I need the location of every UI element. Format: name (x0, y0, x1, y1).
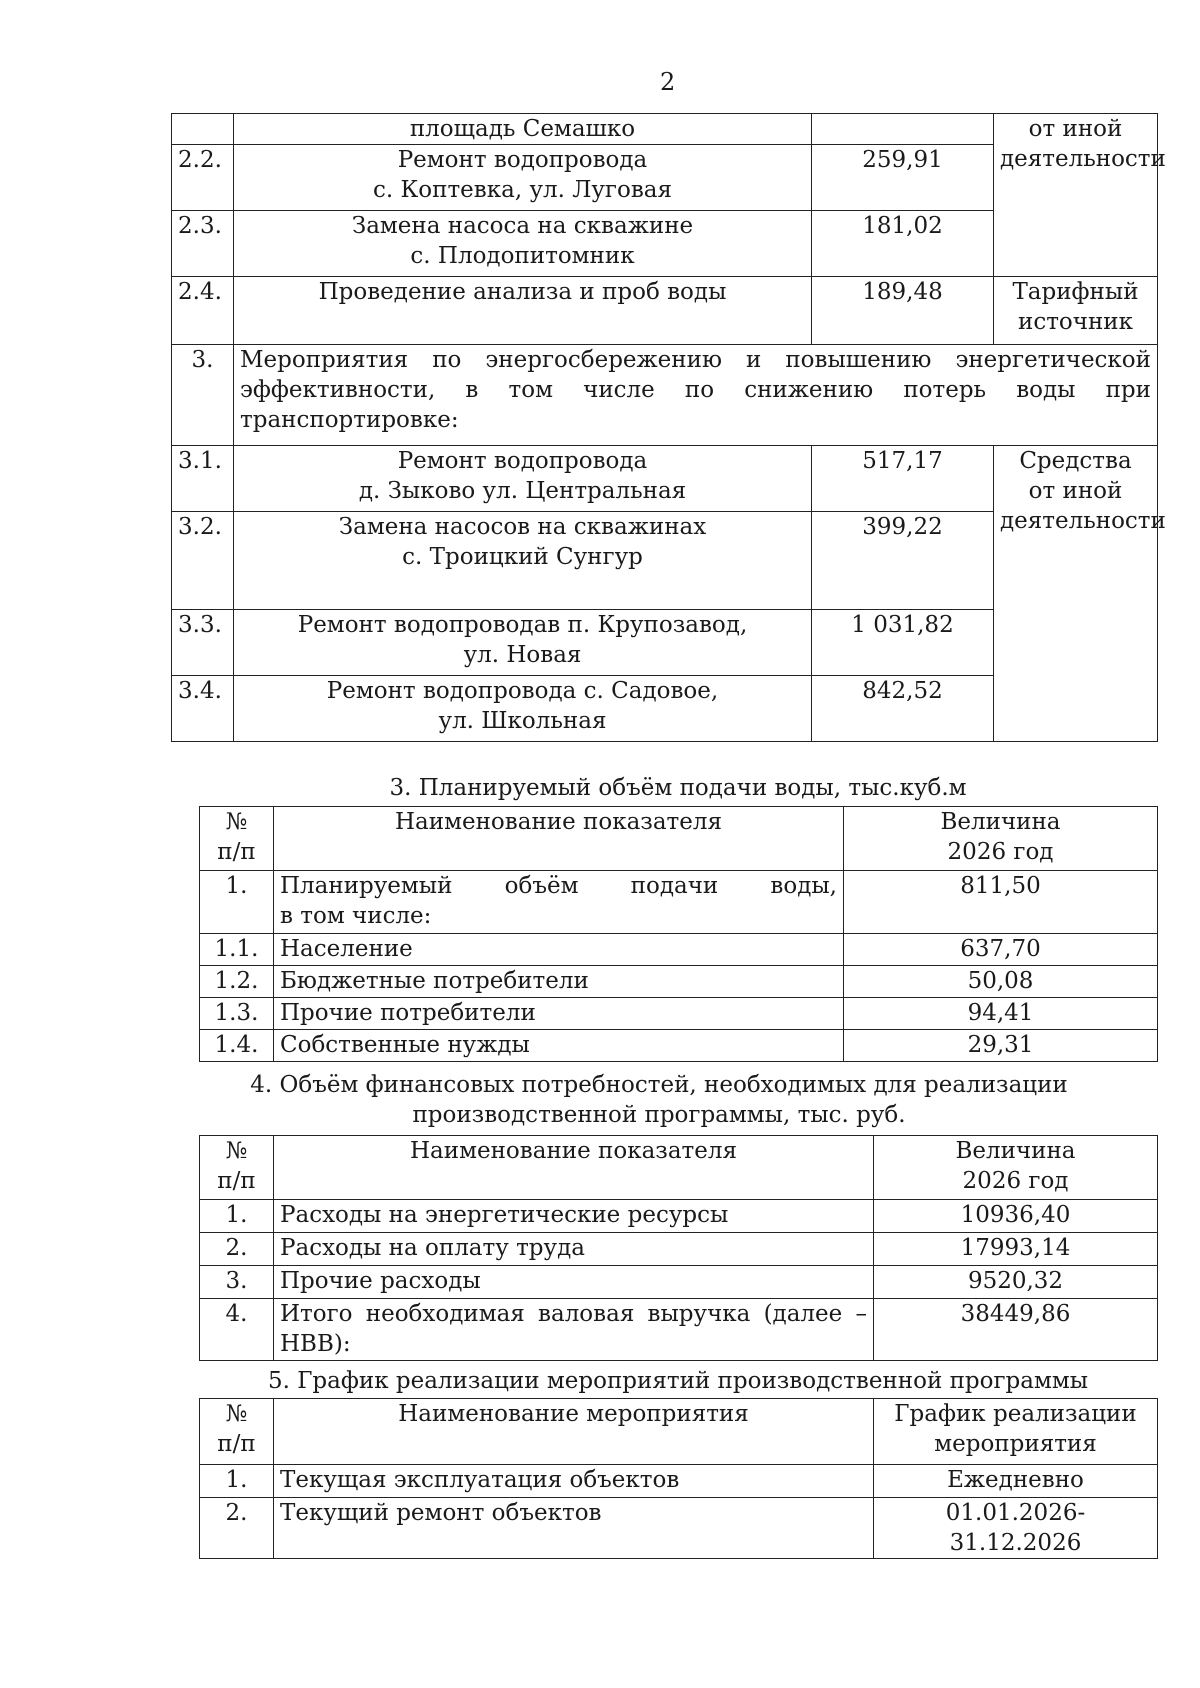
row-num: 1.1. (200, 934, 274, 966)
table-row (200, 966, 1158, 998)
row-value: 637,70 (844, 934, 1158, 966)
row-num: 1.3. (200, 998, 274, 1030)
row-num: 1. (200, 1200, 274, 1233)
measure-name: Ремонт водопровода с. Садовое, ул. Школьная (234, 676, 812, 742)
funding-source: от иной деятельности (994, 114, 1158, 277)
row-num: 1. (200, 871, 274, 934)
row-name: Расходы на энергетические ресурсы (274, 1200, 874, 1233)
measure-value: 517,17 (812, 446, 994, 512)
col-name-header: Наименование мероприятия (274, 1399, 874, 1465)
row-name: Текущий ремонт объектов (274, 1498, 874, 1559)
col-num-header: № п/п (200, 1399, 274, 1465)
measure-value: 1 031,82 (812, 610, 994, 676)
row-value: Ежедневно (874, 1465, 1158, 1498)
col-value-header: График реализации мероприятия (874, 1399, 1158, 1465)
row-name: Расходы на оплату труда (274, 1233, 874, 1266)
row-num: 3. (200, 1266, 274, 1299)
table-header-row (200, 1136, 1158, 1200)
row-value: 29,31 (844, 1030, 1158, 1062)
col-num-header: № п/п (200, 807, 274, 871)
measure-value: 842,52 (812, 676, 994, 742)
row-num: 2.3. (172, 211, 234, 277)
section-heading: Мероприятия по энергосбережению и повышению энергетической эффективности, в том числе по снижению потерь воды при транспортировке: (234, 345, 1158, 446)
funding-source: Тарифный источник (994, 277, 1158, 345)
table-row (200, 934, 1158, 966)
col-num-header: № п/п (200, 1136, 274, 1200)
measure-value: 399,22 (812, 512, 994, 610)
row-num: 2.2. (172, 145, 234, 211)
measures-table (171, 113, 1166, 742)
table-row (172, 446, 1158, 512)
table-row (172, 277, 1158, 345)
measure-name: Ремонт водопровода д. Зыково ул. Центральная (234, 446, 812, 512)
measure-name: Ремонт водопроводав п. Крупозавод, ул. Новая (234, 610, 812, 676)
table-row (200, 1299, 1158, 1361)
row-num: 2. (200, 1498, 274, 1559)
row-name: Бюджетные потребители (274, 966, 844, 998)
table-header-row (200, 807, 1158, 871)
table-row (172, 345, 1158, 446)
table-row (172, 114, 1158, 145)
row-value: 50,08 (844, 966, 1158, 998)
measure-value: 181,02 (812, 211, 994, 277)
measure-name: Замена насосов на скважинах с. Троицкий Сунгур (234, 512, 812, 610)
row-value: 01.01.2026-31.12.2026 (874, 1498, 1158, 1559)
table-row (200, 1266, 1158, 1299)
row-value: 10936,40 (874, 1200, 1158, 1233)
col-name-header: Наименование показателя (274, 1136, 874, 1200)
row-value: 17993,14 (874, 1233, 1158, 1266)
row-num (172, 114, 234, 145)
col-value-header: Величина 2026 год (874, 1136, 1158, 1200)
row-num: 4. (200, 1299, 274, 1361)
row-num: 1.2. (200, 966, 274, 998)
row-num: 3. (172, 345, 234, 446)
row-num: 2. (200, 1233, 274, 1266)
measure-name: Ремонт водопровода с. Коптевка, ул. Луговая (234, 145, 812, 211)
row-value: 38449,86 (874, 1299, 1158, 1361)
section-3-title: 3. Планируемый объём подачи воды, тыс.куб.м (389, 775, 967, 801)
table-row (200, 1465, 1158, 1498)
funding-source: Средства от иной деятельности (994, 446, 1158, 742)
row-num: 3.4. (172, 676, 234, 742)
row-name: Собственные нужды (274, 1030, 844, 1062)
table-row (200, 1233, 1158, 1266)
row-name: Планируемый объём подачи воды, в том числе: (274, 871, 844, 934)
row-name: Население (274, 934, 844, 966)
schedule-table (199, 1398, 1158, 1559)
page-number: 2 (660, 68, 676, 96)
row-num: 3.2. (172, 512, 234, 610)
row-value: 94,41 (844, 998, 1158, 1030)
measure-name: площадь Семашко (234, 114, 812, 145)
row-num: 3.1. (172, 446, 234, 512)
col-name-header: Наименование показателя (274, 807, 844, 871)
col-value-header: Величина 2026 год (844, 807, 1158, 871)
section-4-title: 4. Объём финансовых потребностей, необходимых для реализации производственной программы, тыс. руб. (250, 1072, 1068, 1128)
row-num: 1. (200, 1465, 274, 1498)
row-num: 3.3. (172, 610, 234, 676)
section-5-title: 5. График реализации мероприятий производственной программы (267, 1368, 1089, 1394)
row-num: 1.4. (200, 1030, 274, 1062)
table-row (200, 871, 1158, 934)
financial-needs-table (199, 1135, 1158, 1361)
measure-name: Проведение анализа и проб воды (234, 277, 812, 345)
measure-name: Замена насоса на скважине с. Плодопитомник (234, 211, 812, 277)
measure-value: 189,48 (812, 277, 994, 345)
row-name: Итого необходимая валовая выручка (далее – НВВ): (274, 1299, 874, 1361)
table-row (200, 998, 1158, 1030)
row-name: Прочие потребители (274, 998, 844, 1030)
row-name: Прочие расходы (274, 1266, 874, 1299)
measure-value (812, 114, 994, 145)
row-value: 811,50 (844, 871, 1158, 934)
row-name: Текущая эксплуатация объектов (274, 1465, 874, 1498)
table-header-row (200, 1399, 1158, 1465)
row-num: 2.4. (172, 277, 234, 345)
table-row (200, 1498, 1158, 1559)
table-row (200, 1200, 1158, 1233)
water-volume-table (199, 806, 1158, 1062)
row-value: 9520,32 (874, 1266, 1158, 1299)
table-row (200, 1030, 1158, 1062)
measure-value: 259,91 (812, 145, 994, 211)
